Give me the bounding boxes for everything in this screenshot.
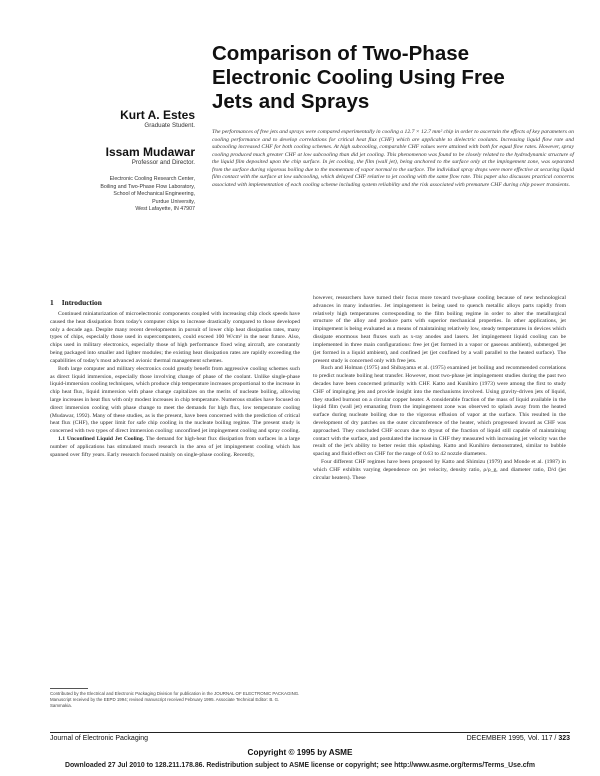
journal-name: Journal of Electronic Packaging bbox=[50, 735, 149, 742]
section-number: 1 bbox=[50, 298, 54, 307]
affiliation-line: Boiling and Two-Phase Flow Laboratory, bbox=[100, 183, 195, 190]
paragraph: Ruch and Holman (1975) and Shibayama et al. (1975) examined jet boiling and recommended correlations to predict nucleate boiling heat transfer. However, most two-phase jet impingement studies during the past two decades have been concerned primarily with CHF. Katto and Kunihiro (1973) were among the first to study CHF of impinging jets and provide insight into the mechanisms involved. Using gravity-driven jets of liquid, they studied burnout on a circular copper heater. A considerable fraction of the mass of liquid available in the liquid film (wall jet) emanating from the impingement zone was observed to splash away from the heated surface during nucleate boiling due to the vigorous effusion of vapor at the surface. This resulted in the development of dry patches on the outer circumference of the heater, which progressed inward as CHF was approached. They concluded CHF occurs due to dryout of the fraction of liquid still capable of maintaining contact with the surface, and postulated the increase in CHF they measured with increasing jet velocity was the result of the jet's ability to better resist this splashing. Katto and Kunihiro demonstrated, similar to bubble spacing and fluid effect on CHF for the range of 0.63 to 42 nozzle diameters. bbox=[313, 365, 566, 458]
affiliation bbox=[100, 176, 195, 214]
subsection-paragraph bbox=[50, 436, 300, 459]
author-1-role: Graduate Student. bbox=[144, 122, 195, 129]
footnote-rule bbox=[50, 688, 88, 689]
title-line-3: Jets and Sprays bbox=[212, 90, 370, 113]
author-2-role: Professor and Director. bbox=[131, 159, 195, 166]
title-line-1: Comparison of Two-Phase bbox=[212, 42, 470, 65]
copyright: Copyright © 1995 by ASME bbox=[247, 748, 353, 757]
subsection-heading: 1.1 Unconfined Liquid Jet Cooling. bbox=[58, 436, 145, 442]
subsection-text: The demand for high-heat flux dissipation from surfaces in a large number of applications has stimulated much research in the area of jet impingement cooling which has spanned over fifty years. Early research focused mainly on single-phase cooling. Recently, bbox=[50, 436, 301, 458]
footnote-text: Contributed by the Electrical and Electronic Packaging Division for publication in the JOURNAL OF ELECTRONIC PACKAGING. Manuscript received by the EEPD 1994; revised manuscript received February 1995. Associate Technical Editor: B. G. Sammakia. bbox=[50, 691, 300, 708]
paragraph: Four different CHF regimes have been proposed by Katto and Shimizu (1979) and Monde et al. (1987) in which CHF exhibits varying dependence on jet velocity, density ratio, ρ/ρ_g, and diameter ratio, D/d (jet circular heaters). These bbox=[313, 459, 566, 481]
affiliation-line: Purdue University, bbox=[152, 198, 195, 205]
footnote bbox=[50, 691, 300, 709]
issue-info bbox=[467, 735, 570, 742]
section-title: Introduction bbox=[61, 298, 102, 307]
affiliation-line: School of Mechanical Engineering, bbox=[113, 191, 195, 198]
paragraph: however, researchers have turned their focus more toward two-phase cooling because of new technological advances in many industries. Jet impingement is being used to quench metallic alloys parts rapidly from relatively high temperatures corresponding to the film boiling regime in order to alter the metallurgical structure of the alloy and produce parts with superior mechanical properties. In other applications, jet impingement is being evaluated as a means of maintaining relatively low, steady temperatures in devices which dissipate enormous heat fluxes such as x-ray anodes and lasers. Jet impingement liquid cooling can be implemented in three main configurations: free jet (jet formed in a vapor or gaseous ambient), submerged jet (jet formed in a liquid ambient), and confined jet (jet confined by a wall parallel to the heated surface). The present study is concerned only with free jets. bbox=[313, 295, 566, 364]
download-notice: Downloaded 27 Jul 2010 to 128.211.178.86. Redistribution subject to ASME license or copyright; see http://www.asme.org/terms/Terms_Use.cfm bbox=[65, 762, 535, 769]
affiliation-line: Electronic Cooling Research Center, bbox=[109, 176, 195, 182]
page-number: 323 bbox=[558, 735, 570, 742]
paper-title bbox=[212, 42, 562, 114]
title-line-2: Electronic Cooling Using Free bbox=[212, 66, 505, 89]
paragraph: Continued miniaturization of microelectronic components coupled with increasing chip clock speeds have caused the heat dissipation from today's computer chips to increase drastically compared to those developed only a decade ago. Despite many recent developments in pursuit of lower chip heat dissipation rates, many types of chips, especially those used in supercomputers, could exceed 100 W/cm² in the near future. Also, chips used in military electronics, especially those of high performance fixed wing aircraft, are constantly being packaged into smaller and lighter modules; the existing heat dissipation rates are rapidly exceeding the capabilities of today's most advanced avionic thermal management schemes. bbox=[50, 311, 300, 364]
abstract: The performances of free jets and sprays were compared experimentally in cooling a 12.7 × 12.7 mm² chip in order to ascertain the effects of key parameters on cooling performance and to develop correlations for critical heat flux (CHF) which are applicable to dielectric coolants. Increasing liquid flow rate and subcooling increased CHF for both cooling schemes. At high subcooling, comparable CHF values were attained with both for equal flow rates. However, spray cooling produced much greater CHF at low subcooling than did jet cooling. This phenomenon was found to be closely related to the hydrodynamic structure of the liquid film deposited upon the chip surface. In jet cooling, the film (wall jet), being anchored to the surface only at the impingement zone, was separated from the surface during vigorous boiling due to the momentum of vapor normal to the surface. The individual spray drops were more effective at securing liquid film contact with the surface at low subcooling, which delayed CHF relative to jet cooling with the same flow rate. This paper also discusses practical concerns associated with implementation of each cooling scheme including system reliability and the risk associated with premature CHF during chip power transients. bbox=[212, 129, 574, 188]
affiliation-line: West Lafayette, IN 47907 bbox=[135, 206, 195, 213]
section-heading bbox=[50, 298, 102, 307]
paragraph: Both large computer and military electronics could greatly benefit from aggressive cooling schemes such as direct liquid immersion, especially those involving change of phase of the coolant. Unlike single-phase liquid-immersion cooling techniques, which produce chip temperature increases proportional to the increase in chip heat flux, liquid immersion with phase change capitalizes on the merits of nucleate boiling, allowing large increases in heat flux with only modest increases in chip temperature. Numerous studies have focused on direct immersion cooling with phase change to meet the demands for high flux, low temperature cooling (Mudawar, 1992). Many of these studies, as is the present, have been concerned with the prediction of critical heat flux (CHF), the upper limit for safe chip cooling in the nucleate boiling regime. The present study is concerned with two types of direct immersion cooling: unconfined jet impingement cooling and spray cooling. bbox=[50, 365, 300, 435]
footer-rule bbox=[50, 732, 570, 733]
left-column bbox=[50, 311, 300, 459]
author-2-name: Issam Mudawar bbox=[105, 145, 195, 159]
issue-text: DECEMBER 1995, Vol. 117 / bbox=[466, 735, 559, 742]
right-column bbox=[313, 295, 566, 483]
author-1-name: Kurt A. Estes bbox=[120, 108, 195, 122]
